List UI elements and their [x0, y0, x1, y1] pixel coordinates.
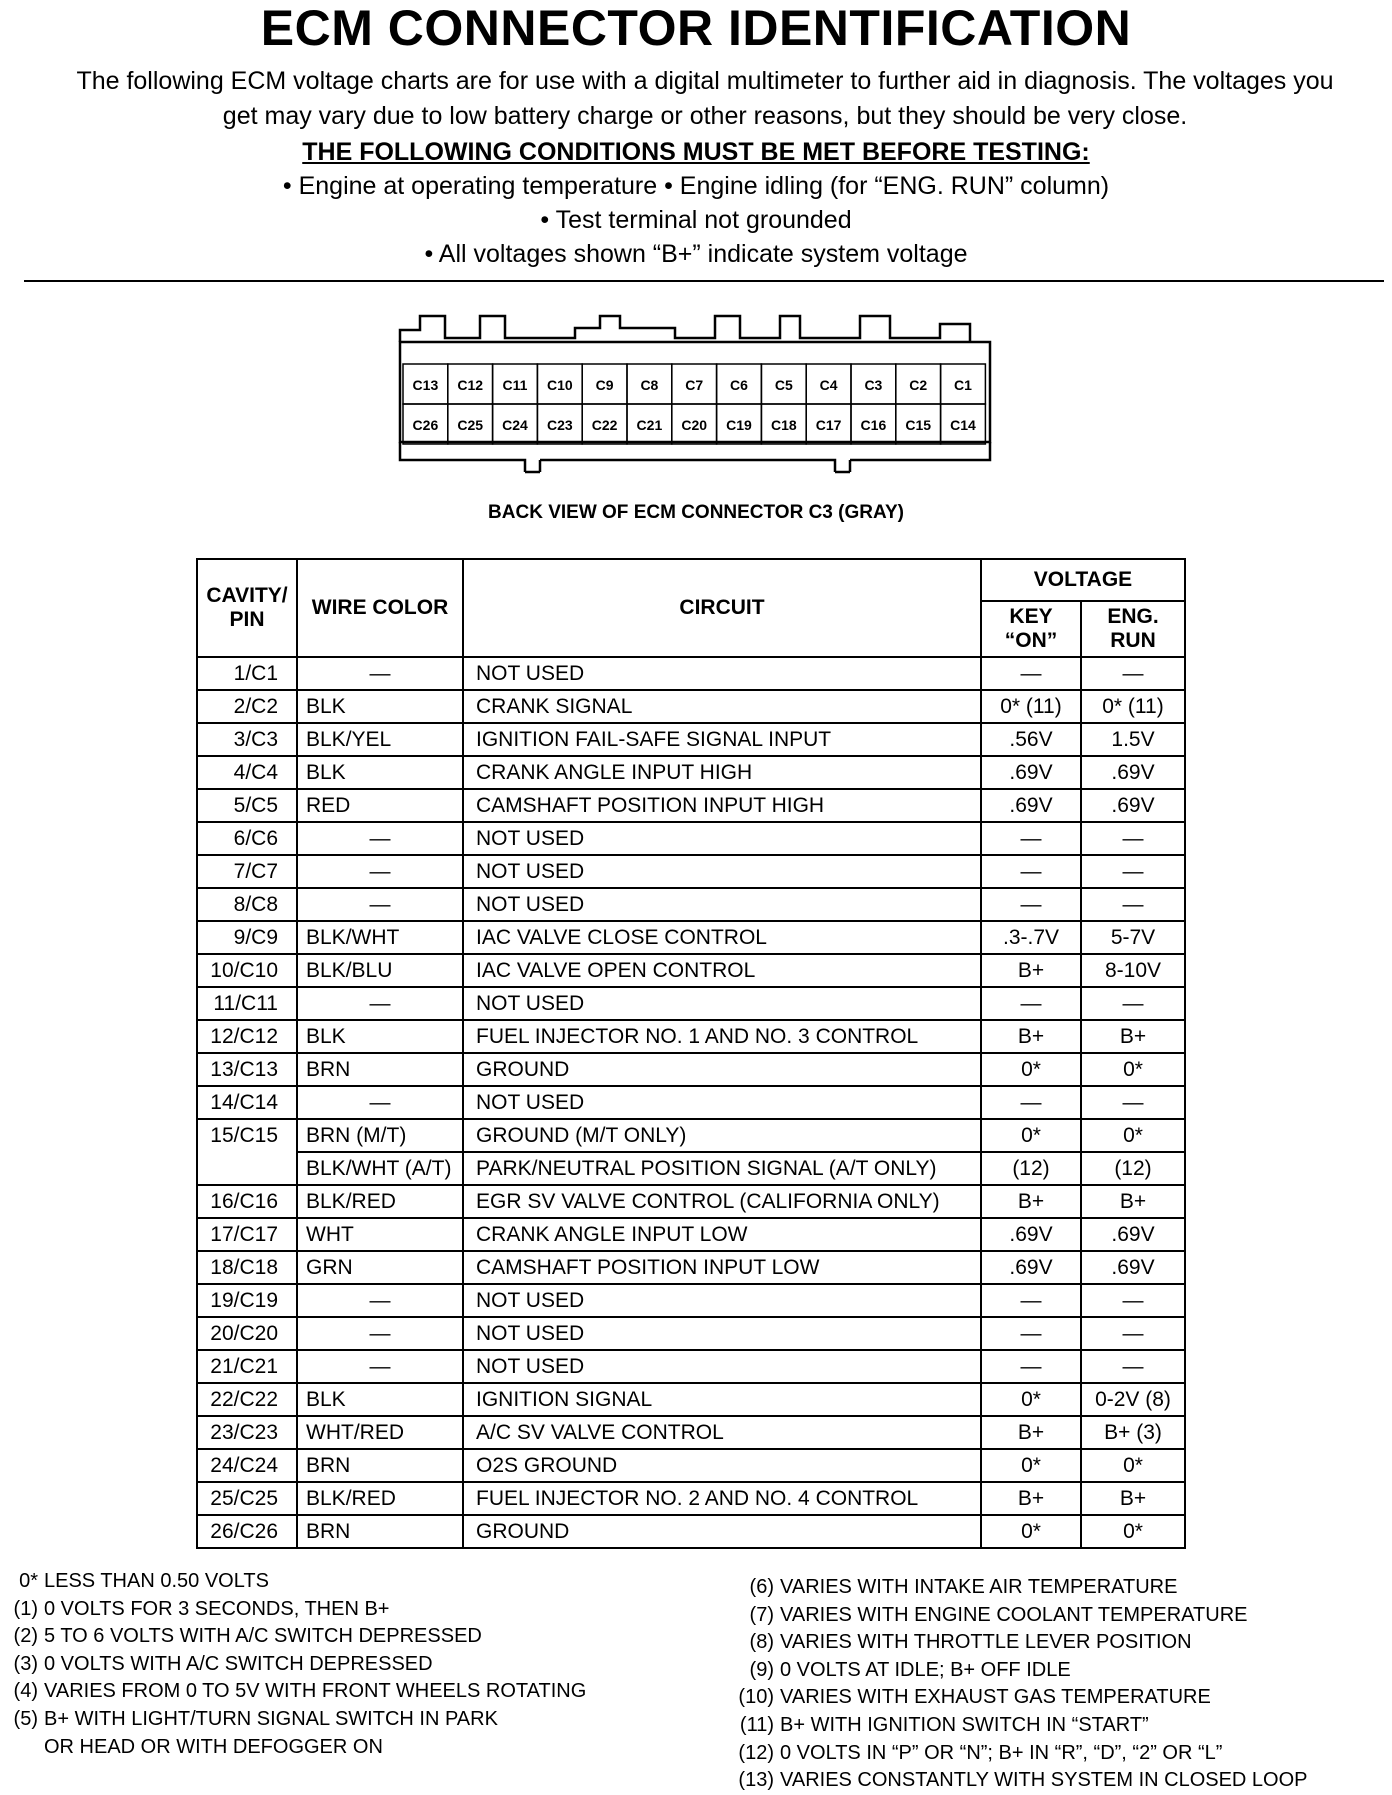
footnote-text: B+ WITH LIGHT/TURN SIGNAL SWITCH IN PARK — [44, 1707, 498, 1730]
key-on-voltage-cell: — — [981, 855, 1081, 888]
cavity-pin-cell: 16/C16 — [197, 1185, 297, 1218]
wire-color-cell: BLK/RED — [297, 1482, 463, 1515]
eng-run-voltage-cell: .69V — [1081, 1218, 1185, 1251]
eng-run-voltage-cell: .69V — [1081, 1251, 1185, 1284]
wire-color-cell: BLK/WHT (A/T) — [297, 1152, 463, 1185]
table-row — [197, 1350, 1185, 1383]
connector-pin-label: C4 — [819, 377, 838, 393]
circuit-cell: O2S GROUND — [463, 1449, 981, 1482]
circuit-cell: EGR SV VALVE CONTROL (CALIFORNIA ONLY) — [463, 1185, 981, 1218]
wire-color-cell: WHT/RED — [297, 1416, 463, 1449]
eng-run-voltage-cell: 0* (11) — [1081, 690, 1185, 723]
header-wire-color: WIRE COLOR — [297, 559, 463, 657]
footnote — [0, 1678, 720, 1706]
circuit-cell: NOT USED — [463, 1317, 981, 1350]
footnote-marker: (12) — [738, 1741, 774, 1764]
key-on-voltage-cell: 0* (11) — [981, 690, 1081, 723]
eng-run-voltage-cell: — — [1081, 987, 1185, 1020]
footnote-text: 0 VOLTS WITH A/C SWITCH DEPRESSED — [44, 1652, 433, 1675]
circuit-cell: PARK/NEUTRAL POSITION SIGNAL (A/T ONLY) — [463, 1152, 981, 1185]
key-on-voltage-cell: — — [981, 1086, 1081, 1119]
wire-color-cell: BLK/RED — [297, 1185, 463, 1218]
wire-color-cell: — — [297, 1284, 463, 1317]
wire-color-cell: WHT — [297, 1218, 463, 1251]
eng-run-voltage-cell: — — [1081, 822, 1185, 855]
table-row — [197, 756, 1185, 789]
circuit-cell: CRANK SIGNAL — [463, 690, 981, 723]
table-row — [197, 954, 1185, 987]
cavity-pin-cell: 5/C5 — [197, 789, 297, 822]
header-eng-run: ENG. RUN — [1081, 601, 1185, 657]
footnote-text: B+ WITH IGNITION SWITCH IN “START” — [780, 1713, 1149, 1736]
footnote — [0, 1651, 720, 1679]
cavity-pin-cell: 1/C1 — [197, 657, 297, 690]
condition-line-2: • Test terminal not grounded — [540, 206, 852, 234]
wire-color-cell: BLK — [297, 1020, 463, 1053]
table-row — [197, 1053, 1185, 1086]
eng-run-voltage-cell: 0* — [1081, 1053, 1185, 1086]
cavity-pin-cell: 22/C22 — [197, 1383, 297, 1416]
header-key-on: KEY “ON” — [981, 601, 1081, 657]
circuit-cell: NOT USED — [463, 657, 981, 690]
wire-color-cell: — — [297, 1086, 463, 1119]
eng-run-voltage-cell: .69V — [1081, 789, 1185, 822]
table-row — [197, 657, 1185, 690]
circuit-cell: IAC VALVE CLOSE CONTROL — [463, 921, 981, 954]
connector-pin-label: C16 — [860, 417, 887, 433]
footnote-marker: (2) — [13, 1625, 38, 1648]
footnotes-right — [730, 1574, 1390, 1795]
footnote-marker: (13) — [738, 1769, 774, 1792]
cavity-pin-cell: 18/C18 — [197, 1251, 297, 1284]
eng-run-voltage-cell: — — [1081, 855, 1185, 888]
table-row — [197, 723, 1185, 756]
table-row — [197, 1086, 1185, 1119]
table-row — [197, 855, 1185, 888]
eng-run-voltage-cell: — — [1081, 1086, 1185, 1119]
cavity-pin-cell: 21/C21 — [197, 1350, 297, 1383]
key-on-voltage-cell: 0* — [981, 1053, 1081, 1086]
key-on-voltage-cell: B+ — [981, 1482, 1081, 1515]
footnote-text: OR HEAD OR WITH DEFOGGER ON — [44, 1735, 383, 1758]
cavity-pin-cell: 2/C2 — [197, 690, 297, 723]
connector-pin-label: C15 — [905, 417, 932, 433]
wire-color-cell: BLK — [297, 690, 463, 723]
wire-color-cell: — — [297, 888, 463, 921]
footnote-marker: (5) — [13, 1707, 38, 1730]
table-row — [197, 1515, 1185, 1548]
table-row — [197, 1152, 1185, 1185]
table-row — [197, 1284, 1185, 1317]
cavity-pin-cell: 7/C7 — [197, 855, 297, 888]
intro-paragraph: The following ECM voltage charts are for use with a digital multimeter to further aid in diagnosis. The voltages you get may vary due to low battery charge or other reasons, but they should be very close. — [76, 67, 1334, 130]
footnote-marker: (9) — [749, 1658, 774, 1681]
table-row — [197, 822, 1185, 855]
footnote — [730, 1629, 1390, 1657]
footnote-text: VARIES CONSTANTLY WITH SYSTEM IN CLOSED LOOP — [780, 1769, 1308, 1792]
footnote — [730, 1740, 1390, 1768]
wire-color-cell: — — [297, 1350, 463, 1383]
table-row — [197, 1317, 1185, 1350]
connector-pin-label: C7 — [685, 377, 704, 393]
key-on-voltage-cell: .56V — [981, 723, 1081, 756]
key-on-voltage-cell: B+ — [981, 954, 1081, 987]
footnote-text: VARIES WITH INTAKE AIR TEMPERATURE — [780, 1576, 1178, 1598]
eng-run-voltage-cell: 5-7V — [1081, 921, 1185, 954]
footnote-text: VARIES FROM 0 TO 5V WITH FRONT WHEELS ROTATING — [44, 1680, 587, 1703]
key-on-voltage-cell: .69V — [981, 1218, 1081, 1251]
key-on-voltage-cell: — — [981, 1350, 1081, 1383]
connector-pin-label: C1 — [954, 377, 972, 393]
footnote-text: VARIES WITH ENGINE COOLANT TEMPERATURE — [780, 1603, 1248, 1626]
table-row — [197, 1251, 1185, 1284]
circuit-cell: IAC VALVE OPEN CONTROL — [463, 954, 981, 987]
cavity-pin-cell: 10/C10 — [197, 954, 297, 987]
connector-pin-label: C24 — [502, 417, 528, 433]
table-row — [197, 1020, 1185, 1053]
footnote — [0, 1706, 720, 1734]
wire-color-cell: — — [297, 657, 463, 690]
circuit-cell: NOT USED — [463, 822, 981, 855]
eng-run-voltage-cell: B+ — [1081, 1482, 1185, 1515]
eng-run-voltage-cell: B+ (3) — [1081, 1416, 1185, 1449]
wire-color-cell: BLK — [297, 1383, 463, 1416]
condition-line-1: • Engine at operating temperature • Engine idling (for “ENG. RUN” column) — [282, 172, 1110, 200]
connector-pin-label: C20 — [681, 417, 708, 433]
table-row — [197, 1383, 1185, 1416]
connector-pin-label: C13 — [412, 377, 439, 393]
circuit-cell: GROUND — [463, 1053, 981, 1086]
connector-pin-label: C26 — [412, 417, 439, 433]
connector-pin-label: C23 — [546, 417, 573, 433]
table-row — [197, 1218, 1185, 1251]
cavity-pin-cell — [197, 1152, 297, 1185]
table-row — [197, 1185, 1185, 1218]
footnote — [0, 1568, 720, 1596]
footnote-text: VARIES WITH THROTTLE LEVER POSITION — [780, 1631, 1192, 1654]
eng-run-voltage-cell: 8-10V — [1081, 954, 1185, 987]
circuit-cell: GROUND — [463, 1515, 981, 1548]
wire-color-cell: — — [297, 1317, 463, 1350]
cavity-pin-cell: 13/C13 — [197, 1053, 297, 1086]
connector-pin-label: C12 — [457, 377, 484, 393]
cavity-pin-cell: 6/C6 — [197, 822, 297, 855]
eng-run-voltage-cell: (12) — [1081, 1152, 1185, 1185]
key-on-voltage-cell: 0* — [981, 1119, 1081, 1152]
circuit-cell: NOT USED — [463, 1350, 981, 1383]
footnote-marker: (1) — [13, 1597, 38, 1620]
table-row — [197, 921, 1185, 954]
footnotes-left — [0, 1568, 720, 1761]
footnote-text: 5 TO 6 VOLTS WITH A/C SWITCH DEPRESSED — [44, 1625, 482, 1648]
voltage-chart-table — [196, 558, 1186, 1549]
key-on-voltage-cell: — — [981, 1284, 1081, 1317]
circuit-cell: NOT USED — [463, 888, 981, 921]
eng-run-voltage-cell: B+ — [1081, 1020, 1185, 1053]
footnote-marker: (10) — [738, 1686, 774, 1709]
key-on-voltage-cell: — — [981, 888, 1081, 921]
footnote — [730, 1767, 1390, 1795]
key-on-voltage-cell: 0* — [981, 1515, 1081, 1548]
cavity-pin-cell: 25/C25 — [197, 1482, 297, 1515]
table-row — [197, 987, 1185, 1020]
cavity-pin-cell: 15/C15 — [197, 1119, 297, 1152]
connector-pin-label: C8 — [640, 377, 659, 393]
key-on-voltage-cell: .69V — [981, 1251, 1081, 1284]
eng-run-voltage-cell: — — [1081, 1284, 1185, 1317]
footnote — [730, 1684, 1390, 1712]
eng-run-voltage-cell: B+ — [1081, 1185, 1185, 1218]
connector-pin-grid — [403, 364, 985, 444]
footnote — [0, 1596, 720, 1624]
cavity-pin-cell: 17/C17 — [197, 1218, 297, 1251]
key-on-voltage-cell: 0* — [981, 1383, 1081, 1416]
footnote — [730, 1574, 1390, 1602]
footnote — [0, 1623, 720, 1651]
footnote-marker: (6) — [749, 1576, 774, 1598]
circuit-cell: CRANK ANGLE INPUT LOW — [463, 1218, 981, 1251]
cavity-pin-cell: 8/C8 — [197, 888, 297, 921]
footnote — [730, 1602, 1390, 1630]
cavity-pin-cell: 3/C3 — [197, 723, 297, 756]
header-circuit: CIRCUIT — [463, 559, 981, 657]
wire-color-cell: BRN — [297, 1053, 463, 1086]
circuit-cell: NOT USED — [463, 1284, 981, 1317]
connector-pin-label: C10 — [546, 377, 573, 393]
footnote — [730, 1657, 1390, 1685]
key-on-voltage-cell: — — [981, 987, 1081, 1020]
wire-color-cell: BRN — [297, 1449, 463, 1482]
cavity-pin-cell: 19/C19 — [197, 1284, 297, 1317]
footnote-text: VARIES WITH EXHAUST GAS TEMPERATURE — [780, 1686, 1211, 1709]
footnote — [0, 1734, 720, 1762]
eng-run-voltage-cell: 0-2V (8) — [1081, 1383, 1185, 1416]
connector-pin-label: C6 — [730, 377, 748, 393]
table-row — [197, 690, 1185, 723]
connector-pin-label: C5 — [774, 377, 793, 393]
circuit-cell: GROUND (M/T ONLY) — [463, 1119, 981, 1152]
header-cavity-pin: CAVITY/ PIN — [197, 559, 297, 657]
key-on-voltage-cell: .69V — [981, 756, 1081, 789]
circuit-cell: CRANK ANGLE INPUT HIGH — [463, 756, 981, 789]
connector-pin-label: C22 — [591, 417, 618, 433]
cavity-pin-cell: 4/C4 — [197, 756, 297, 789]
wire-color-cell: BLK — [297, 756, 463, 789]
eng-run-voltage-cell: 0* — [1081, 1515, 1185, 1548]
footnote-marker: (4) — [13, 1680, 38, 1703]
footnote-marker: (8) — [749, 1631, 774, 1654]
table-row — [197, 1416, 1185, 1449]
horizontal-rule — [24, 280, 1384, 282]
footnote-marker: (3) — [13, 1652, 38, 1675]
circuit-cell: IGNITION FAIL-SAFE SIGNAL INPUT — [463, 723, 981, 756]
table-row — [197, 1482, 1185, 1515]
cavity-pin-cell: 26/C26 — [197, 1515, 297, 1548]
wire-color-cell: BRN (M/T) — [297, 1119, 463, 1152]
cavity-pin-cell: 12/C12 — [197, 1020, 297, 1053]
connector-pin-label: C3 — [864, 377, 883, 393]
page-title: ECM CONNECTOR IDENTIFICATION — [260, 0, 1132, 56]
table-row — [197, 1119, 1185, 1152]
condition-line-3: • All voltages shown “B+” indicate system voltage — [424, 240, 968, 268]
connector-pin-label: C19 — [726, 417, 752, 433]
table-row — [197, 1449, 1185, 1482]
key-on-voltage-cell: B+ — [981, 1020, 1081, 1053]
footnote-text: 0 VOLTS AT IDLE; B+ OFF IDLE — [780, 1658, 1071, 1681]
footnote-text: LESS THAN 0.50 VOLTS — [44, 1570, 269, 1592]
wire-color-cell: — — [297, 822, 463, 855]
cavity-pin-cell: 24/C24 — [197, 1449, 297, 1482]
circuit-cell: NOT USED — [463, 1086, 981, 1119]
connector-pin-label: C25 — [457, 417, 484, 433]
key-on-voltage-cell: .69V — [981, 789, 1081, 822]
wire-color-cell: — — [297, 855, 463, 888]
cavity-pin-cell: 9/C9 — [197, 921, 297, 954]
wire-color-cell: RED — [297, 789, 463, 822]
footnote-marker: (7) — [749, 1603, 774, 1626]
key-on-voltage-cell: B+ — [981, 1185, 1081, 1218]
header-voltage: VOLTAGE — [981, 559, 1185, 601]
footnote-text: 0 VOLTS IN “P” OR “N”; B+ IN “R”, “D”, “2” OR “L” — [780, 1741, 1223, 1764]
key-on-voltage-cell: — — [981, 657, 1081, 690]
table-row — [197, 789, 1185, 822]
wire-color-cell: GRN — [297, 1251, 463, 1284]
cavity-pin-cell: 23/C23 — [197, 1416, 297, 1449]
cavity-pin-cell: 20/C20 — [197, 1317, 297, 1350]
circuit-cell: CAMSHAFT POSITION INPUT LOW — [463, 1251, 981, 1284]
key-on-voltage-cell: — — [981, 822, 1081, 855]
key-on-voltage-cell: 0* — [981, 1449, 1081, 1482]
footnote-marker: 0* — [19, 1570, 38, 1592]
connector-pin-label: C2 — [909, 377, 928, 393]
table-row — [197, 888, 1185, 921]
footnote — [730, 1712, 1390, 1740]
circuit-cell: CAMSHAFT POSITION INPUT HIGH — [463, 789, 981, 822]
key-on-voltage-cell: (12) — [981, 1152, 1081, 1185]
footnote-text: 0 VOLTS FOR 3 SECONDS, THEN B+ — [44, 1597, 390, 1620]
circuit-cell: A/C SV VALVE CONTROL — [463, 1416, 981, 1449]
conditions-heading: THE FOLLOWING CONDITIONS MUST BE MET BEFORE TESTING: — [302, 138, 1090, 166]
connector-pin-label: C14 — [950, 417, 976, 433]
connector-pin-label: C18 — [770, 417, 797, 433]
eng-run-voltage-cell: — — [1081, 1350, 1185, 1383]
circuit-cell: NOT USED — [463, 987, 981, 1020]
connector-pin-label: C21 — [636, 417, 663, 433]
wire-color-cell: BLK/BLU — [297, 954, 463, 987]
wire-color-cell: BLK/YEL — [297, 723, 463, 756]
cavity-pin-cell: 14/C14 — [197, 1086, 297, 1119]
eng-run-voltage-cell: — — [1081, 1317, 1185, 1350]
circuit-cell: FUEL INJECTOR NO. 2 AND NO. 4 CONTROL — [463, 1482, 981, 1515]
wire-color-cell: BLK/WHT — [297, 921, 463, 954]
eng-run-voltage-cell: 1.5V — [1081, 723, 1185, 756]
key-on-voltage-cell: B+ — [981, 1416, 1081, 1449]
cavity-pin-cell: 11/C11 — [197, 987, 297, 1020]
eng-run-voltage-cell: — — [1081, 888, 1185, 921]
eng-run-voltage-cell: — — [1081, 657, 1185, 690]
ecm-connector-diagram — [395, 310, 995, 480]
connector-shell — [400, 316, 970, 342]
circuit-cell: FUEL INJECTOR NO. 1 AND NO. 3 CONTROL — [463, 1020, 981, 1053]
wire-color-cell: — — [297, 987, 463, 1020]
circuit-cell: NOT USED — [463, 855, 981, 888]
wire-color-cell: BRN — [297, 1515, 463, 1548]
footnote-marker: (11) — [739, 1713, 774, 1736]
eng-run-voltage-cell: 0* — [1081, 1119, 1185, 1152]
connector-bottom-latch — [400, 442, 990, 472]
eng-run-voltage-cell: 0* — [1081, 1449, 1185, 1482]
connector-pin-label: C11 — [502, 377, 528, 393]
eng-run-voltage-cell: .69V — [1081, 756, 1185, 789]
connector-pin-label: C17 — [815, 417, 842, 433]
circuit-cell: IGNITION SIGNAL — [463, 1383, 981, 1416]
key-on-voltage-cell: .3-.7V — [981, 921, 1081, 954]
connector-caption: BACK VIEW OF ECM CONNECTOR C3 (GRAY) — [488, 502, 904, 523]
connector-pin-label: C9 — [595, 377, 614, 393]
key-on-voltage-cell: — — [981, 1317, 1081, 1350]
